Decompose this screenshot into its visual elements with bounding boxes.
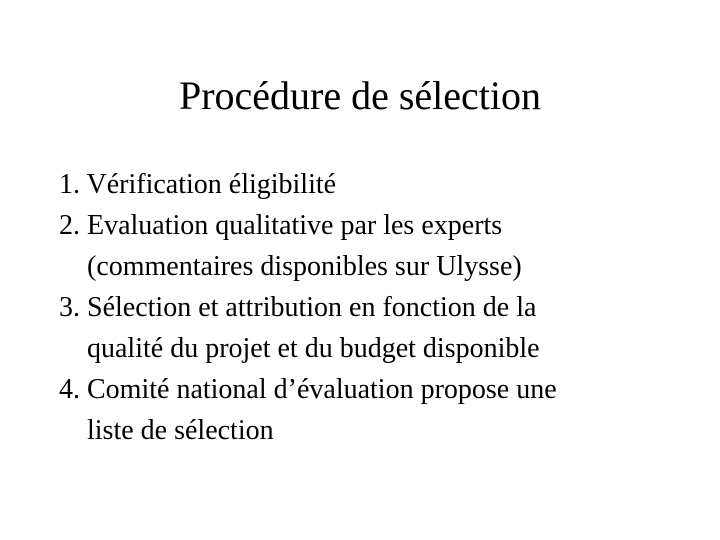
list-item-3-line-1: 3. Sélection et attribution en fonction de la: [59, 292, 537, 323]
list-item-4-line-2: liste de sélection: [87, 415, 274, 446]
list-item-2-line-2: (commentaires disponibles sur Ulysse): [87, 251, 522, 282]
list-item-3: [59, 287, 699, 369]
list-item-4: [59, 369, 699, 451]
list-item-2: [59, 205, 699, 287]
list-item-2-line-1: 2. Evaluation qualitative par les experts: [59, 210, 503, 241]
slide-title: Procédure de sélection: [178, 73, 542, 118]
list-item-1-line-1: 1. Vérification éligibilité: [59, 169, 337, 200]
procedure-list: [59, 164, 699, 451]
list-item-4-line-1: 4. Comité national d’évaluation propose une: [59, 374, 557, 405]
list-item-1: [59, 164, 699, 205]
list-item-3-line-2: qualité du projet et du budget disponible: [87, 333, 540, 364]
